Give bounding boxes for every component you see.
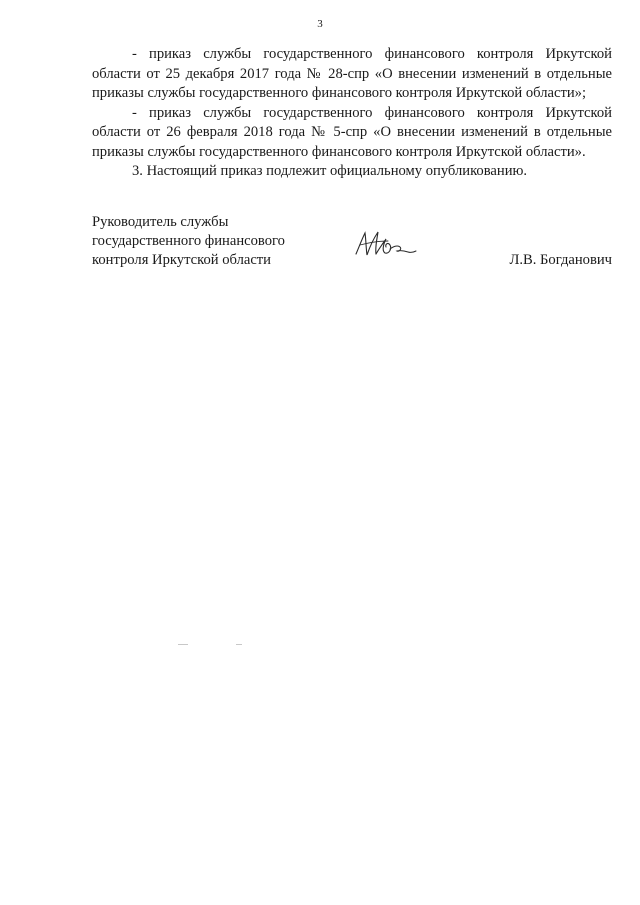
paragraph-line: 3. Настоящий приказ подлежит официальному опубликованию. <box>132 163 528 179</box>
page-number: 3 <box>317 18 323 30</box>
signatory-title-line: контроля Иркутской области <box>92 252 271 268</box>
paragraph-order-2 <box>92 104 612 163</box>
paragraph-line: приказы службы государственного финансового контроля Иркутской области»; <box>92 85 587 101</box>
signatory-title-line: Руководитель службы <box>92 214 229 230</box>
handwritten-signature <box>350 227 420 261</box>
paragraph-line: - приказ службы государственного финансового контроля Иркутской <box>132 104 612 121</box>
scan-mark <box>236 644 242 645</box>
signatory-title <box>92 213 285 270</box>
paragraph-order-1 <box>92 45 612 104</box>
document-body <box>92 45 612 182</box>
paragraph-line: области от 25 декабря 2017 года № 28-спр «О внесении изменений в отдельные <box>92 65 612 82</box>
paragraph-publication <box>92 162 612 182</box>
scan-mark <box>178 644 188 645</box>
paragraph-line: области от 26 февраля 2018 года № 5-спр «О внесении изменений в отдельные <box>92 124 612 140</box>
signatory-name: Л.В. Богданович <box>509 252 612 268</box>
signature-block <box>92 213 612 273</box>
paragraph-line: - приказ службы государственного финансового контроля Иркутской <box>132 46 612 62</box>
signatory-title-line: государственного финансового <box>92 233 285 249</box>
paragraph-line: приказы службы государственного финансового контроля Иркутской области». <box>92 143 586 160</box>
